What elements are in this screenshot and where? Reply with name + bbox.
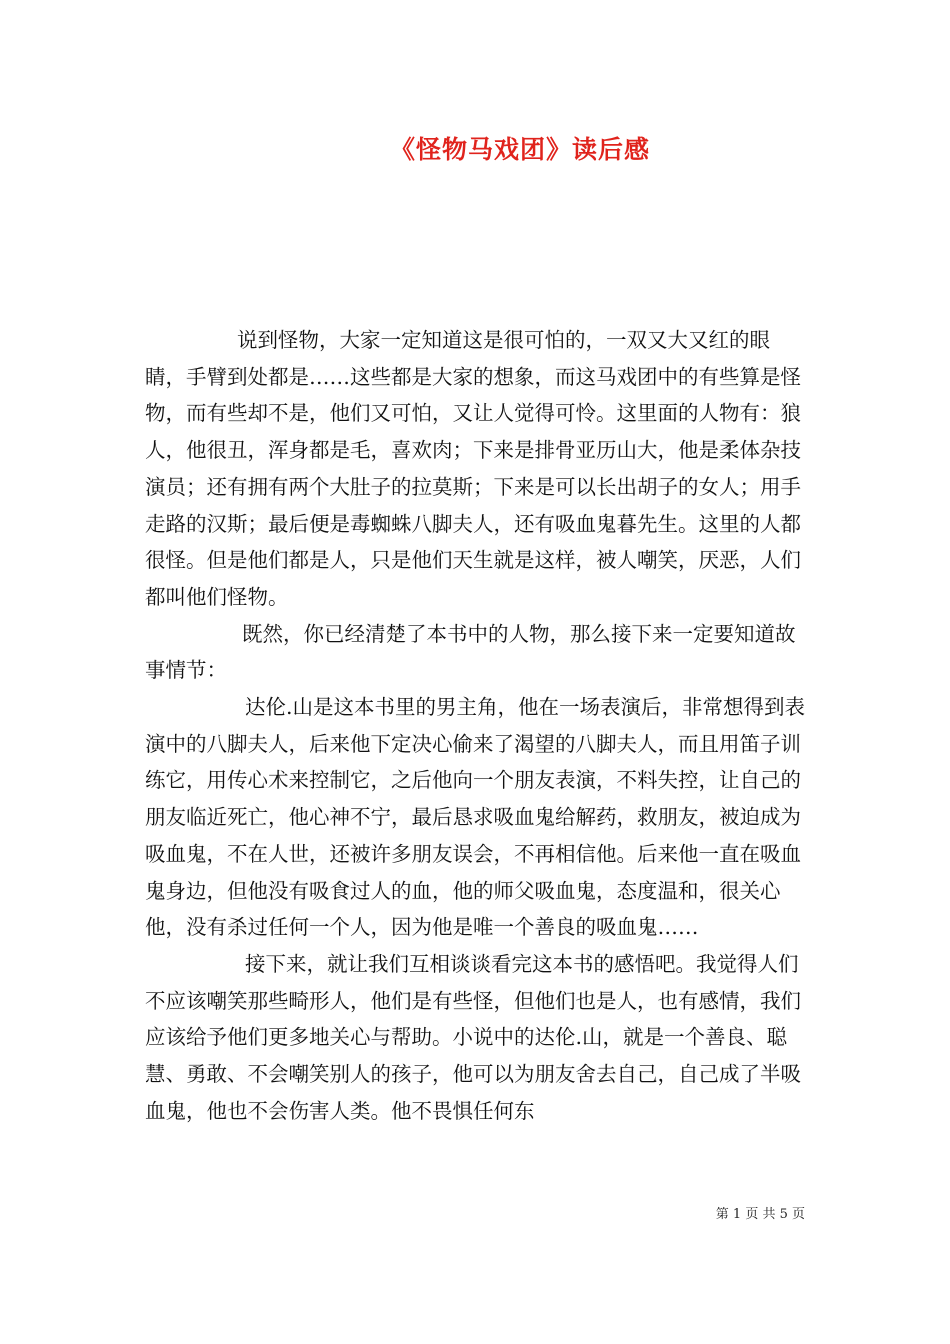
paragraph-3: 达伦.山是这本书里的男主角，他在一场表演后，非常想得到表演中的八脚夫人，后来他下定决心偷来了渴望的八脚夫人，而且用笛子训练它，用传心术来控制它，之后他向一个朋友表演，不料失控，让自己的朋友临近死亡，他心神不宁，最后恳求吸血鬼给解药，救朋友，被迫成为吸血鬼，不在人世，还被许多朋友误会，不再相信他。后来他一直在吸血鬼身边，但他没有吸食过人的血，他的师父吸血鬼，态度温和，很关心他，没有杀过任何一个人，因为他是唯一个善良的吸血鬼…… <box>145 695 806 940</box>
paragraph-2: 既然，你已经清楚了本书中的人物，那么接下来一定要知道故事情节： <box>145 621 796 683</box>
document-title: 《怪物马戏团》读后感 <box>389 135 650 164</box>
paragraph-1: 说到怪物，大家一定知道这是很可怕的，一双又大又红的眼睛，手臂到处都是……这些都是大家的想象，而这马戏团中的有些算是怪物，而有些却不是，他们又可怕，又让人觉得可怜。这里面的人物有：狼人，他很丑，浑身都是毛，喜欢肉；下来是排骨亚历山大，他是柔体杂技演员；还有拥有两个大肚子的拉莫斯；下来是可以长出胡子的女人；用手走路的汉斯；最后便是毒蜘蛛八脚夫人，还有吸血鬼暮先生。这里的人都很怪。但是他们都是人，只是他们天生就是这样，被人嘲笑，厌恶，人们都叫他们怪物。 <box>145 328 801 609</box>
paragraph-4: 接下来，就让我们互相谈谈看完这本书的感悟吧。我觉得人们不应该嘲笑那些畸形人，他们是有些怪，但他们也是人，也有感情，我们应该给予他们更多地关心与帮助。小说中的达伦.山，就是一个善良、聪慧、勇敢、不会嘲笑别人的孩子，他可以为朋友舍去自己，自己成了半吸血鬼，他也不会伤害人类。他不畏惧任何东 <box>145 951 801 1123</box>
document-body <box>145 322 810 1129</box>
page-number-footer: 第 1 页 共 5 页 <box>715 1207 805 1222</box>
